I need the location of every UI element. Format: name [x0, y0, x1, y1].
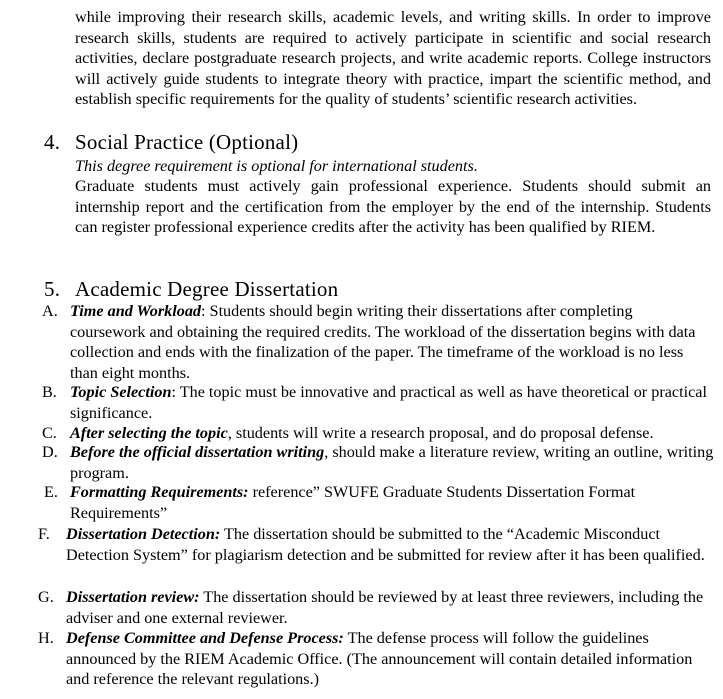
list-marker: B. [42, 383, 57, 401]
list-item-text: : Students should begin writing their dissertations after completing coursework and obtaining the required credits. The workload of the dissertation begins with data collection and ends with the finalization of the paper. The timeframe of the workload is no less than eight months. [70, 302, 696, 382]
section-5-number: 5. [44, 277, 61, 301]
list-item-g [38, 587, 718, 628]
list-item-body [70, 442, 720, 483]
list-item-text: , should make a literature review, writing an outline, writing program. [70, 443, 714, 482]
list-item-label: Dissertation review: [66, 588, 200, 606]
list-item-text: : The topic must be innovative and practical as well as have theoretical or practical significance. [70, 383, 707, 422]
list-item-body [66, 587, 716, 628]
list-item-text: , students will write a research proposal, and do proposal defense. [227, 424, 654, 442]
list-item-body [70, 482, 710, 523]
section-5-title: Academic Degree Dissertation [75, 277, 339, 301]
list-item-f [38, 524, 718, 586]
list-item-body [70, 423, 722, 444]
list-item-label: After selecting the topic [70, 424, 228, 442]
list-item-text: reference” SWUFE Graduate Students Dissertation Format Requirements” [70, 483, 636, 522]
section-4-title: Social Practice (Optional) [75, 130, 299, 154]
list-item-text: The dissertation should be submitted to the “Academic Misconduct Detection System” for plagiarism detection and be submitted for review after it has been qualified. [66, 525, 705, 564]
section-4-number: 4. [44, 130, 61, 154]
list-marker: D. [42, 443, 58, 461]
list-item-c [42, 423, 722, 444]
list-marker: E. [44, 483, 58, 501]
list-item-e [42, 482, 712, 523]
list-marker: C. [42, 424, 57, 442]
intro-paragraph: while improving their research skills, academic levels, and writing skills. In order to improve research skills, students are required to actively participate in scientific and social research activities, declare postgraduate research projects, and write academic reports. College instructors will actively guide students to integrate theory with practice, impart the scientific method, and establish specific requirements for the quality of students’ scientific research activities. [75, 8, 711, 108]
list-item-label: Formatting Requirements: [70, 483, 249, 501]
list-item-text: The defense process will follow the guidelines announced by the RIEM Academic Office. (The announcement will contain detailed information and reference the relevant regulations.) [66, 629, 693, 688]
list-marker: G. [38, 588, 54, 606]
list-marker: A. [42, 302, 58, 320]
list-item-label: Defense Committee and Defense Process: [66, 629, 344, 647]
list-item-label: Dissertation Detection: [66, 525, 221, 543]
section-5-heading [44, 277, 444, 301]
list-item-b [42, 382, 712, 423]
list-item-body [70, 382, 710, 423]
list-marker: F. [38, 525, 50, 543]
list-marker: H. [38, 629, 54, 647]
list-item-label: Topic Selection [70, 383, 172, 401]
list-item-body [66, 628, 716, 690]
list-item-h [38, 628, 718, 690]
section-4-paragraph: Graduate students must actively gain professional experience. Students should submit an internship report and the certification from the employer by the end of the internship. Students can register professional experience credits after the activity has been qualified by RIEM. [75, 177, 711, 236]
list-item-body [66, 524, 716, 565]
section-4-note: This degree requirement is optional for international students. [75, 157, 478, 175]
list-item-text: The dissertation should be reviewed by at least three reviewers, including the adviser and one external reviewer. [66, 588, 704, 627]
list-item-d [42, 442, 722, 483]
list-item-label: Before the official dissertation writing [70, 443, 325, 461]
list-item-label: Time and Workload [70, 302, 202, 320]
list-item-a [42, 301, 712, 383]
section-4-heading [44, 130, 444, 154]
list-item-body [70, 301, 710, 383]
